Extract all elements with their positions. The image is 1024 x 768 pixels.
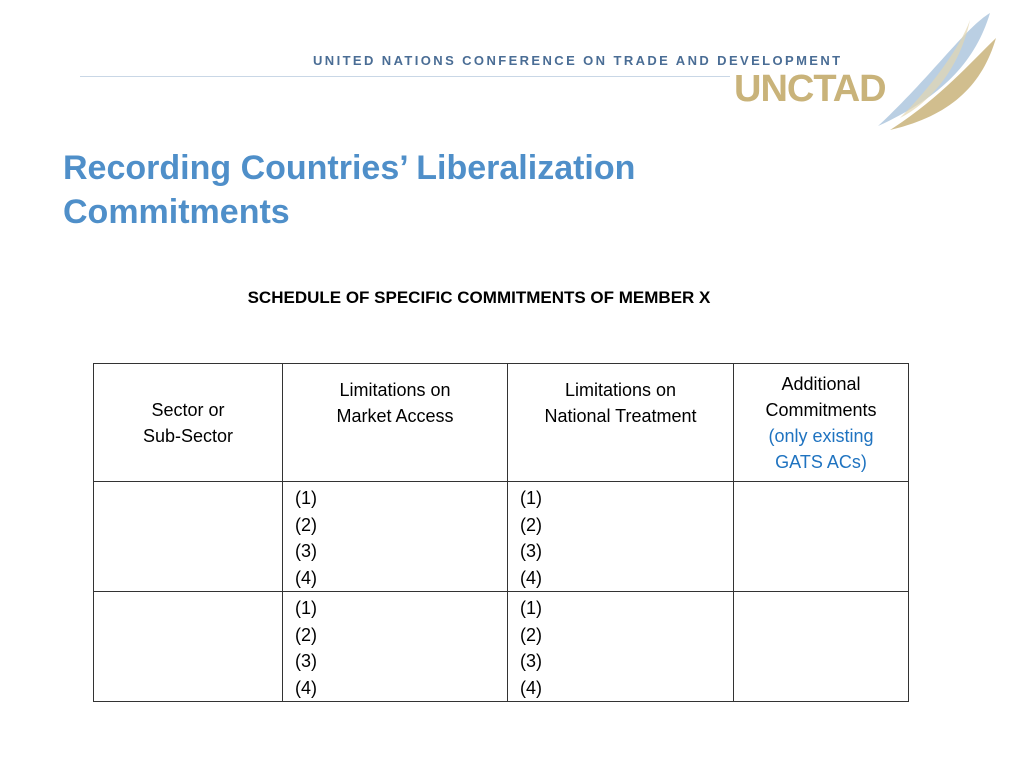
national-treatment-cell xyxy=(508,592,734,702)
header-note: (only existing xyxy=(768,425,874,446)
mode-label: (2) xyxy=(520,514,542,535)
unctad-logo-text: UNCTAD xyxy=(734,68,886,110)
header-national-treatment: Limitations on National Treatment xyxy=(508,364,734,482)
mode-label: (4) xyxy=(520,567,542,588)
header-market-access: Limitations on Market Access xyxy=(283,364,508,482)
mode-label: (3) xyxy=(295,541,317,561)
mode-label: (2) xyxy=(520,624,542,645)
schedule-table xyxy=(93,363,909,702)
sector-cell xyxy=(94,482,283,592)
table-row xyxy=(94,482,909,592)
mode-label: (4) xyxy=(520,677,542,698)
table-row xyxy=(94,592,909,702)
slide-title xyxy=(63,146,823,234)
mode-label: (1) xyxy=(295,488,317,508)
header-note: GATS ACs) xyxy=(775,451,867,472)
mode-label: (4) xyxy=(295,677,317,698)
organization-name: UNITED NATIONS CONFERENCE ON TRADE AND DEVELOPMENT xyxy=(313,53,843,68)
additional-cell xyxy=(734,482,909,592)
mode-label: (1) xyxy=(295,598,317,618)
market-access-cell xyxy=(283,482,508,592)
unctad-logo-swoosh-icon xyxy=(870,8,1000,133)
mode-label: (4) xyxy=(295,567,317,588)
mode-label: (3) xyxy=(520,651,542,671)
market-access-cell xyxy=(283,592,508,702)
mode-label: (2) xyxy=(295,624,317,645)
national-treatment-cell xyxy=(508,482,734,592)
mode-label: (2) xyxy=(295,514,317,535)
additional-cell xyxy=(734,592,909,702)
mode-label: (1) xyxy=(520,488,542,508)
mode-label: (3) xyxy=(295,651,317,671)
title-line-1: Recording Countries’ Liberalization xyxy=(63,149,636,187)
header-additional-commitments: Additional Commitments (only existing GATS ACs) xyxy=(734,364,909,482)
sector-cell xyxy=(94,592,283,702)
mode-label: (3) xyxy=(520,541,542,561)
mode-label: (1) xyxy=(520,598,542,618)
header-divider xyxy=(80,76,730,77)
header-sector: Sector or Sub-Sector xyxy=(94,364,283,482)
title-line-2: Commitments xyxy=(63,193,290,231)
schedule-heading: SCHEDULE OF SPECIFIC COMMITMENTS OF MEMBER X xyxy=(247,288,711,307)
table-header-row xyxy=(94,364,909,482)
